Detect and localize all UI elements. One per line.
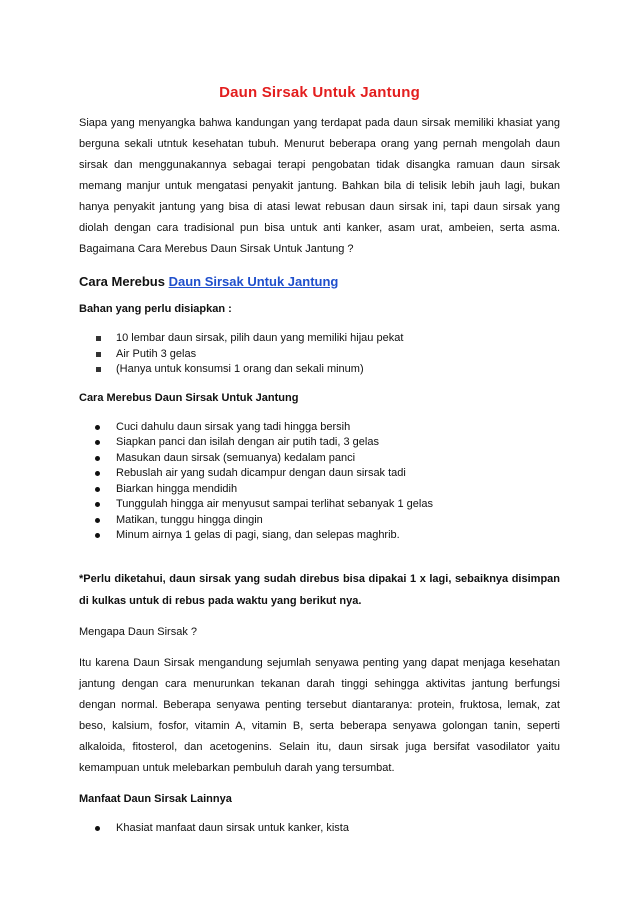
- section-heading: [79, 274, 560, 289]
- square-bullet-icon: [96, 367, 101, 372]
- ingredients-list: [79, 331, 560, 378]
- list-item: Biarkan hingga mendidih: [79, 482, 560, 498]
- round-bullet-icon: [95, 440, 100, 445]
- note-paragraph: *Perlu diketahui, daun sirsak yang sudah direbus bisa dipakai 1 x lagi, sebaiknya disimpan di kulkas untuk di rebus pada waktu yang berikut nya.: [79, 572, 560, 607]
- round-bullet-icon: [95, 425, 100, 430]
- steps-label: Cara Merebus Daun Sirsak Untuk Jantung: [79, 391, 299, 404]
- why-heading: Mengapa Daun Sirsak ?: [79, 625, 198, 638]
- list-item: Cuci dahulu daun sirsak yang tadi hingga bersih: [79, 420, 560, 436]
- list-item: Matikan, tunggu hingga dingin: [79, 513, 560, 529]
- list-item: 10 lembar daun sirsak, pilih daun yang memiliki hijau pekat: [79, 331, 560, 347]
- list-item: Minum airnya 1 gelas di pagi, siang, dan selepas maghrib.: [79, 528, 560, 544]
- document-body: [79, 84, 560, 836]
- round-bullet-icon: [95, 487, 100, 492]
- steps-list: [79, 420, 560, 544]
- list-item: Khasiat manfaat daun sirsak untuk kanker, kista: [79, 821, 560, 837]
- round-bullet-icon: [95, 533, 100, 538]
- list-item: Rebuslah air yang sudah dicampur dengan daun sirsak tadi: [79, 466, 560, 482]
- why-paragraph: Itu karena Daun Sirsak mengandung sejumlah senyawa penting yang dapat menjaga kesehatan jantung dengan cara menurunkan tekanan darah tinggi sehingga aktivitas jantung berfungsi dengan normal. Beberapa senyawa penting tersebut diantaranya: protein, fruktosa, lemak, zat beso, kalsium, fosfor, vitamin A, vitamin B, serta beberapa senyawa golongan tanin, seperti alkaloida, fitosterol, dan acetogenins. Selain itu, daun sirsak juga bersifat vasodilator yaitu kemampuan untuk melebarkan pembuluh darah yang tersumbat.: [79, 656, 560, 774]
- square-bullet-icon: [96, 336, 101, 341]
- intro-paragraph: Siapa yang menyangka bahwa kandungan yang terdapat pada daun sirsak memiliki khasiat yang berguna sekali utntuk kesehatan tubuh. Menurut beberapa orang yang pernah mengolah daun sirsak dan menggunakannya sebagai terapi pengobatan tidak disangka ramuan daun sirsak memang manjur untuk mengatasi penyakit jantung. Bahkan bila di telisik lebih jauh lagi, bukan hanya penyakit jantung yang bisa di atasi lewat rebusan daun sirsak ini, tapi daun sirsak yang diolah dengan cara tradisional pun bisa untuk anti kanker, asam urat, ambeien, serta asma. Bagaimana Cara Merebus Daun Sirsak Untuk Jantung ?: [79, 117, 560, 255]
- round-bullet-icon: [95, 456, 100, 461]
- round-bullet-icon: [95, 826, 100, 831]
- ingredients-label: Bahan yang perlu disiapkan :: [79, 303, 232, 315]
- list-item: Tunggulah hingga air menyusut sampai terlihat sebanyak 1 gelas: [79, 497, 560, 513]
- document-title: Daun Sirsak Untuk Jantung: [219, 84, 420, 101]
- round-bullet-icon: [95, 502, 100, 507]
- list-item: Siapkan panci dan isilah dengan air putih tadi, 3 gelas: [79, 435, 560, 451]
- list-item: (Hanya untuk konsumsi 1 orang dan sekali minum): [79, 362, 560, 378]
- round-bullet-icon: [95, 518, 100, 523]
- list-item: Air Putih 3 gelas: [79, 347, 560, 363]
- section-heading-prefix: Cara Merebus: [79, 274, 169, 289]
- section-heading-link[interactable]: Daun Sirsak Untuk Jantung: [168, 274, 339, 289]
- square-bullet-icon: [96, 352, 101, 357]
- list-item: Masukan daun sirsak (semuanya) kedalam panci: [79, 451, 560, 467]
- benefits-list: [79, 821, 560, 837]
- benefits-label: Manfaat Daun Sirsak Lainnya: [79, 792, 232, 805]
- round-bullet-icon: [95, 471, 100, 476]
